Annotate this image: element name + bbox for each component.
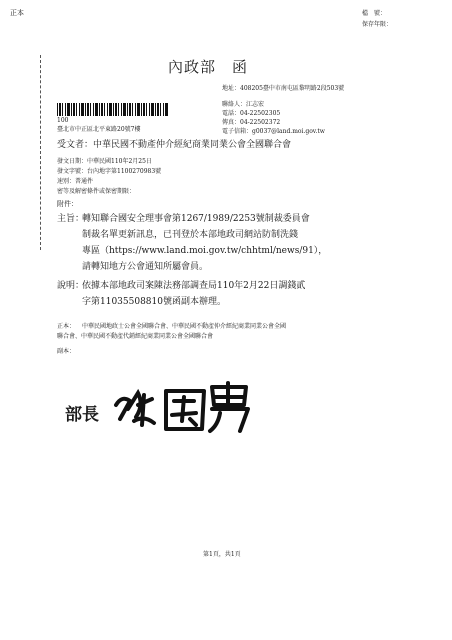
subject-label: 主旨： (57, 214, 85, 224)
agency-title: 內政部 函 (168, 58, 249, 76)
classification: 密等及解密條件或保密期限： (57, 188, 136, 195)
original-copy-label: 正本 (10, 9, 24, 17)
file-number-label: 檔 號： (362, 10, 387, 17)
subject-line: 制裁名單更新訊息，已刊登於本部地政司網站防制洗錢 (82, 230, 299, 240)
recipient: 受文者：中華民國不動產仲介經紀商業同業公會全國聯合會 (57, 140, 292, 150)
contact-email: 電子信箱：g0037@land.moi.gov.tw (222, 128, 325, 135)
attachment: 附件： (57, 200, 78, 208)
explanation-line: 字第11035508810號函副本辦理。 (82, 297, 226, 307)
subject-line: 轉知聯合國安全理事會第1267/1989/2253號制裁委員會 (82, 214, 310, 224)
barcode-number: 100 (57, 117, 69, 124)
recipient-address: 臺北市中正區北平東路20號7樓 (57, 126, 141, 133)
minister-title: 部長 (65, 405, 99, 425)
mail-barcode (57, 103, 169, 116)
distribution-label: 正本： (57, 323, 76, 330)
agency-address: 地址：408205臺中市南屯區黎明路2段503號 (222, 85, 345, 92)
cc-label: 副本： (57, 348, 76, 355)
distribution-line: 中華民國地政士公會全國聯合會、中華民國不動產仲介經紀商業同業公會全國 (82, 323, 287, 330)
explanation-label: 說明： (57, 281, 85, 291)
contact-fax: 傳真：04-22502372 (222, 119, 281, 126)
delivery-speed: 速別：普通件 (57, 178, 94, 185)
contact-person: 聯絡人：江志宏 (222, 101, 265, 108)
subject-line: 請轉知地方公會通知所屬會員。 (82, 262, 209, 272)
minister-signature (108, 375, 258, 435)
distribution-line: 聯合會、中華民國不動產代銷經紀商業同業公會全國聯合會 (57, 333, 214, 340)
page-number: 第1頁，共1頁 (203, 551, 241, 558)
binding-line (40, 55, 41, 250)
issue-date: 發文日期：中華民國110年2月25日 (57, 158, 152, 165)
issue-number: 發文字號：台內地字第1100270983號 (57, 168, 162, 175)
contact-phone: 電話：04-22502305 (222, 110, 281, 117)
retention-period-label: 保存年限： (362, 21, 393, 28)
explanation-line: 依據本部地政司案陳法務部調查局110年2月22日調錢貳 (82, 281, 306, 291)
subject-line: 專區（https://www.land.moi.gov.tw/chhtml/news/91）， (82, 246, 328, 256)
